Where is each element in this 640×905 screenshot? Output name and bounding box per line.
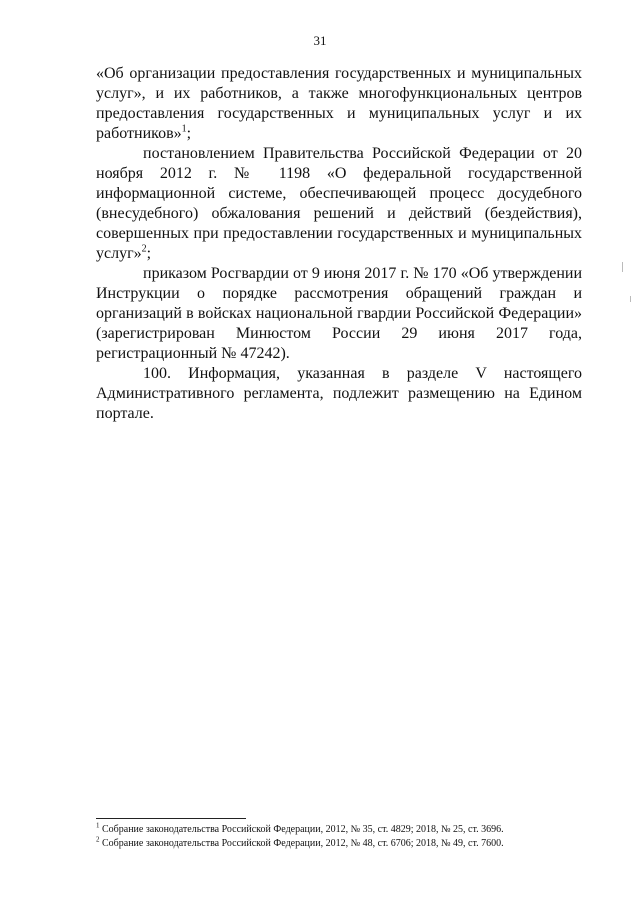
paragraph-item-100 [96,364,582,424]
footnote-reference: 2 [141,243,147,255]
scan-artifact [622,262,623,272]
footnote-text: Собрание законодательства Российской Федерации, 2012, № 35, ст. 4829; 2018, № 25, ст. 3696. [102,824,504,835]
footnote-marker: 2 [96,835,100,844]
paragraph-government-decree [96,144,582,264]
footnote-1 [96,823,582,837]
footnote-2 [96,837,582,851]
footnote-separator [96,818,246,819]
paragraph-text: постановлением Правительства Российской Федерации от 20 ноября 2012 г. № 1198 «О федеральной государственной информационной системе, обеспечивающей процесс досудебного (внесудебного) обжалования решений и действий (бездействия), совершенных при предоставлении государственных и муниципальных услуг» [96,145,582,262]
paragraph-rosgvardia-order [96,264,582,364]
body-text [96,64,582,424]
page-number: 31 [313,33,327,48]
paragraph-tail: ; [186,125,192,142]
paragraph-text: 100. Информация, указанная в разделе V настоящего Административного регламента, подлежит размещению на Едином портале. [96,365,582,422]
paragraph-continued-law-reference [96,64,582,144]
scan-artifact [630,296,631,302]
footnote-marker: 1 [96,821,100,830]
footnote-reference: 1 [181,123,187,135]
paragraph-text: «Об организации предоставления государственных и муниципальных услуг», и их работников, а также многофункциональных центров предоставления государственных и муниципальных услуг и их работников» [96,65,582,142]
footnotes [96,823,582,851]
footnote-text: Собрание законодательства Российской Федерации, 2012, № 48, ст. 6706; 2018, № 49, ст. 7600. [102,838,504,849]
paragraph-text: приказом Росгвардии от 9 июня 2017 г. № 170 «Об утверждении Инструкции о порядке рассмотрения обращений граждан и организаций в войсках национальной гвардии Российской Федерации» (зарегистрирован Минюстом России 29 июня 2017 года, регистрационный № 47242). [96,265,582,362]
paragraph-tail: ; [146,245,152,262]
